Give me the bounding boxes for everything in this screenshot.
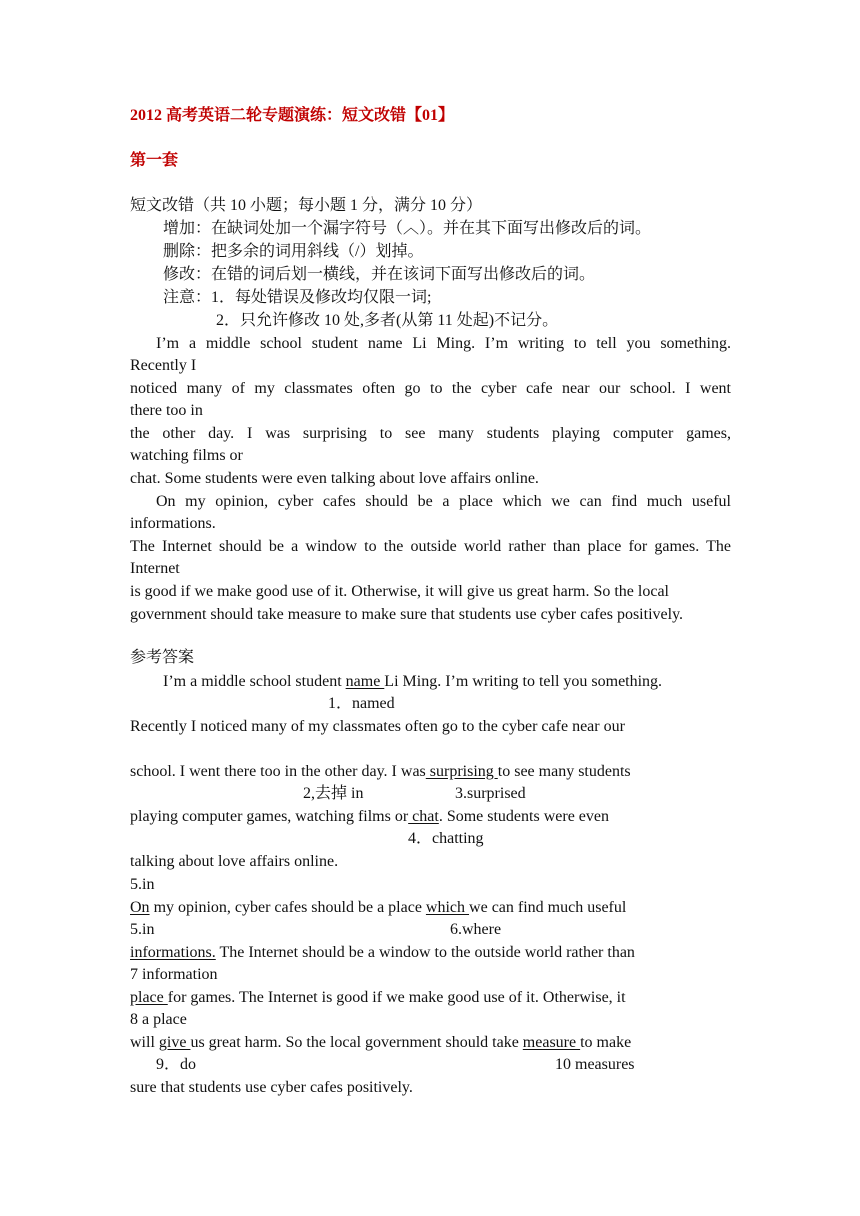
answer-line: school. I went there too in the other day. I was surprising to see many students — [130, 763, 631, 780]
correction-label: 5.in — [130, 876, 155, 893]
answer-line: place for games. The Internet is good if we make good use of it. Otherwise, it — [130, 989, 626, 1006]
correction-label: 9．do — [156, 1056, 197, 1073]
correction-label: 6.where — [450, 921, 502, 938]
error-word: chat — [408, 808, 439, 825]
passage-line: noticed many of my classmates often go to the cyber cafe near our school. I went — [130, 380, 731, 397]
error-word: name — [345, 673, 385, 690]
correction-label: 7 information — [130, 966, 218, 983]
error-word: surprising — [425, 763, 498, 780]
correction-label: 1．named — [328, 695, 395, 712]
error-word: measure — [522, 1034, 581, 1051]
passage-line: chat. Some students were even talking about love affairs online. — [130, 470, 539, 487]
answer-line: talking about love affairs online. — [130, 853, 339, 870]
instruction-add: 增加：在缺词处加一个漏字符号（︿）。并在其下面写出修改后的词。 — [163, 220, 652, 237]
set-title: 第一套 — [130, 152, 179, 169]
instruction-modify: 修改：在错的词后划一横线，并在该词下面写出修改后的词。 — [163, 266, 596, 283]
answer-line: playing computer games, watching films or chat. Some students were even — [130, 808, 609, 825]
correction-label: 10 measures — [555, 1056, 635, 1073]
correction-label: 2,去掉 in — [303, 785, 364, 802]
passage-line: I’m a middle school student name Li Ming. I’m writing to tell you something. — [156, 335, 731, 352]
correction-label: 3.surprised — [455, 785, 526, 802]
passage-line: is good if we make good use of it. Otherwise, it will give us great harm. So the local — [130, 583, 669, 600]
instructions-heading: 短文改错（共 10 小题；每小题 1 分，满分 10 分） — [130, 197, 483, 214]
answer-line: On my opinion, cyber cafes should be a place which we can find much useful — [130, 899, 627, 916]
answer-line: Recently I noticed many of my classmates often go to the cyber cafe near our — [130, 718, 625, 735]
passage-line: On my opinion, cyber cafes should be a place which we can find much useful — [156, 493, 731, 510]
passage-line: watching films or — [130, 447, 243, 464]
answer-line: sure that students use cyber cafes positively. — [130, 1079, 413, 1096]
passage-line: Internet — [130, 560, 180, 577]
document-title: 2012 高考英语二轮专题演练：短文改错【01】 — [130, 107, 455, 124]
instruction-note-2: 2．只允许修改 10 处,多者(从第 11 处起)不记分。 — [216, 312, 559, 329]
error-word: informations. — [130, 944, 216, 961]
answers-heading: 参考答案 — [130, 649, 195, 666]
passage-line: the other day. I was surprising to see many students playing computer games, — [130, 425, 731, 442]
error-word: which — [425, 899, 470, 916]
passage-line: informations. — [130, 515, 216, 532]
error-word: give — [158, 1034, 191, 1051]
error-word: place — [130, 989, 168, 1006]
instruction-delete: 删除：把多余的词用斜线（/）划掉。 — [163, 243, 424, 260]
instruction-note-1: 注意：1．每处错误及修改均仅限一词; — [163, 289, 432, 306]
correction-label: 8 a place — [130, 1011, 187, 1028]
answer-line: will give us great harm. So the local government should take measure to make — [130, 1034, 632, 1051]
passage-line: Recently I — [130, 357, 197, 374]
answer-line: informations. The Internet should be a window to the outside world rather than — [130, 944, 635, 961]
passage-line: there too in — [130, 402, 203, 419]
passage-line: The Internet should be a window to the outside world rather than place for games. The — [130, 538, 731, 555]
correction-label: 5.in — [130, 921, 155, 938]
answer-line: I’m a middle school student name Li Ming. I’m writing to tell you something. — [163, 673, 663, 690]
passage-line: government should take measure to make sure that students use cyber cafes positively. — [130, 606, 684, 623]
correction-label: 4．chatting — [408, 830, 484, 847]
error-word: On — [130, 899, 150, 916]
